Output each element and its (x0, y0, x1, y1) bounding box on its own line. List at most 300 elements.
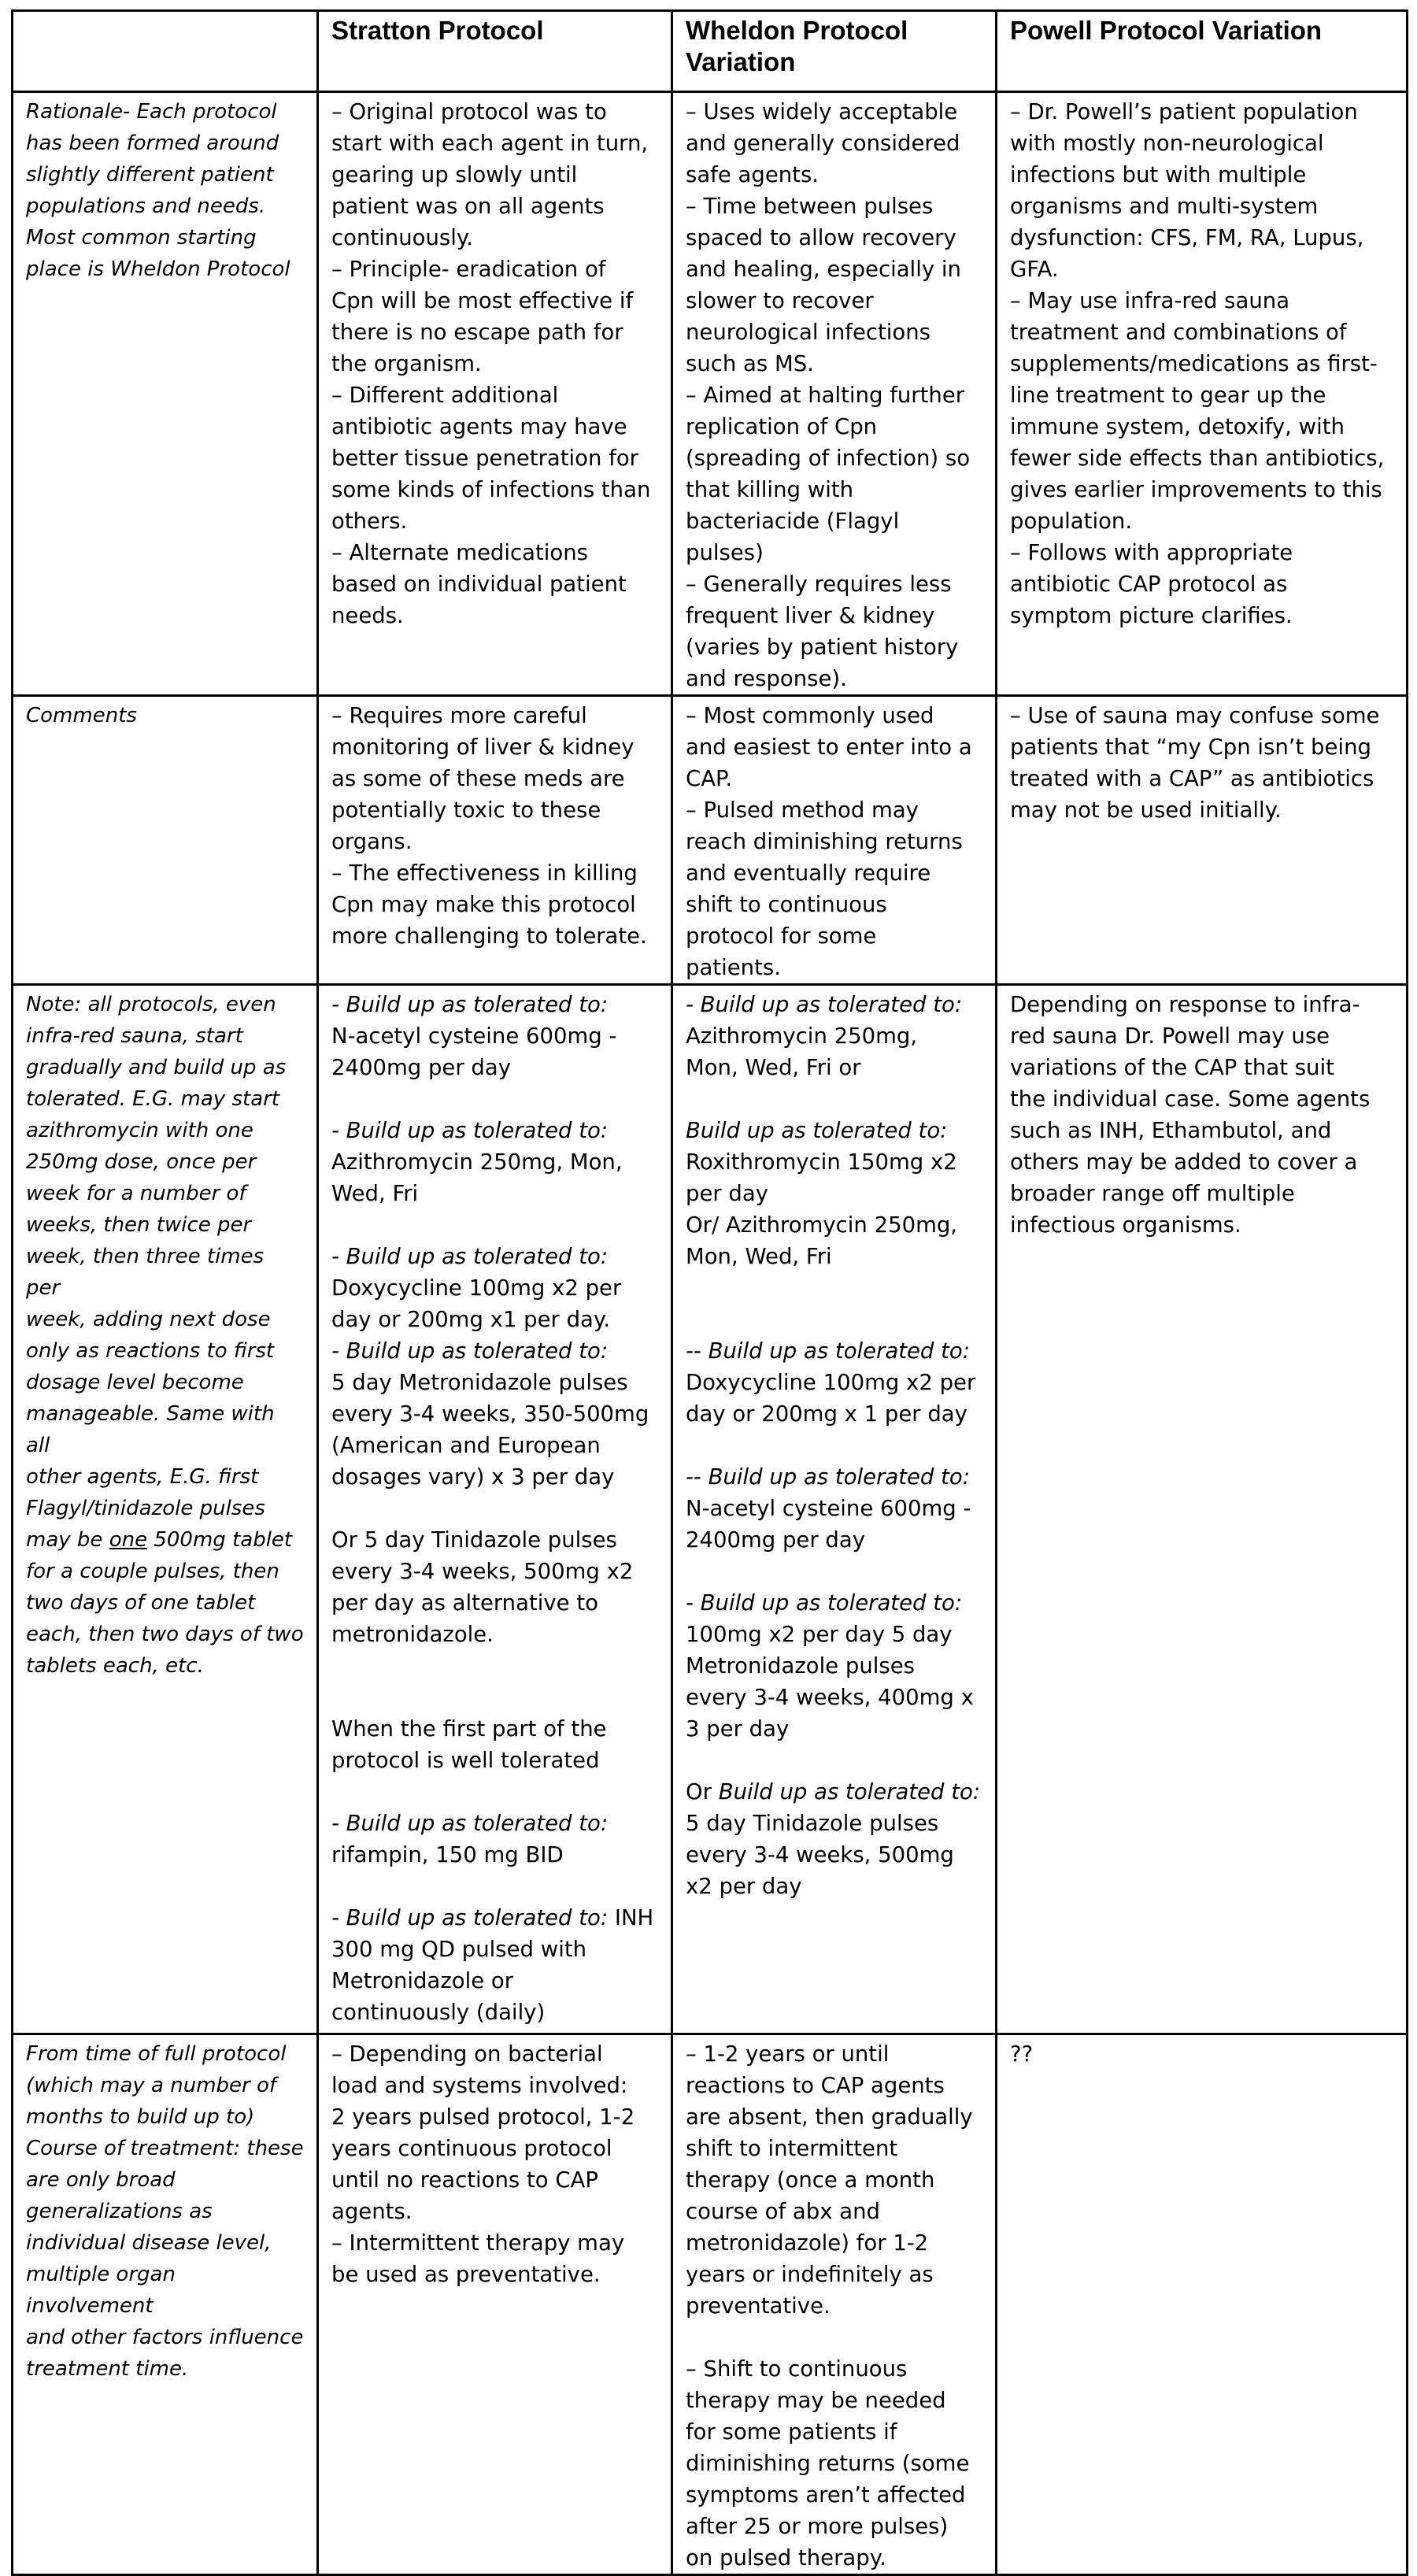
text-segment: Depending on response to infra- (1010, 992, 1360, 1017)
text-segment: variations of the CAP that suit (1010, 1055, 1334, 1080)
text-segment: years or indefinitely as (686, 2262, 934, 2287)
course-wheldon-cell (672, 2034, 997, 2575)
text-segment: 100mg x2 per day 5 day (686, 1622, 953, 1647)
text-line (331, 442, 658, 474)
text-line (686, 631, 982, 663)
text-line (686, 1839, 982, 1871)
text-line (1010, 96, 1393, 128)
text-segment: – Follows with appropriate (1010, 540, 1293, 565)
text-segment: – Generally requires less (686, 572, 952, 597)
text-segment: Doxycycline 100mg x2 per (686, 1370, 976, 1395)
blank-line (331, 1083, 658, 1115)
text-segment: – Dr. Powell’s patient population (1010, 99, 1358, 124)
text-segment: frequent liver & kidney (686, 603, 935, 628)
text-segment: – Use of sauna may confuse some (1010, 703, 1380, 728)
text-line (26, 1178, 304, 1209)
text-line (26, 128, 304, 159)
text-segment: such as INH, Ethambutol, and (1010, 1118, 1332, 1143)
text-segment: every 3-4 weeks, 500mg (686, 1842, 954, 1867)
text-line (331, 1745, 658, 1776)
text-segment: and eventually require (686, 861, 931, 886)
text-line (331, 222, 658, 254)
text-segment: Or 5 day Tinidazole pulses (331, 1527, 617, 1553)
text-line (331, 285, 658, 316)
text-line (331, 2070, 658, 2101)
course-powell-cell (997, 2034, 1408, 2575)
text-line (331, 794, 658, 826)
italic-instruction: -- Build up as tolerated to: (686, 1464, 971, 1490)
text-segment: (varies by patient history (686, 635, 959, 660)
text-segment: 5 day Metronidazole pulses (331, 1370, 628, 1395)
text-segment: – Pulsed method may (686, 798, 919, 823)
text-line (686, 128, 982, 159)
text-line (331, 1115, 658, 1146)
text-segment: there is no escape path for (331, 320, 623, 345)
text-segment: slightly different patient (26, 163, 274, 187)
text-line (686, 348, 982, 379)
text-line (1010, 159, 1393, 191)
text-line (686, 159, 982, 191)
text-segment: (spreading of infection) so (686, 446, 971, 471)
text-segment: protocol is well tolerated (331, 1748, 600, 1773)
text-segment: Cpn will be most effective if (331, 288, 634, 313)
text-segment: – Requires more careful (331, 703, 587, 728)
text-segment: line treatment to gear up the (1010, 383, 1326, 408)
dosing-stratton-cell (318, 985, 672, 2034)
text-line (331, 2038, 658, 2070)
text-line (331, 128, 658, 159)
text-line (331, 1997, 658, 2028)
text-segment: Cpn may make this protocol (331, 892, 636, 917)
text-segment: organisms and multi-system (1010, 194, 1319, 219)
text-line (331, 1367, 658, 1398)
text-line (686, 2353, 982, 2385)
text-line (1010, 1146, 1393, 1178)
text-line (1010, 537, 1393, 568)
text-segment: may not be used initially. (1010, 798, 1282, 823)
text-segment: every 3-4 weeks, 400mg x (686, 1685, 974, 1710)
blank-line (331, 1493, 658, 1524)
text-line (686, 2448, 982, 2479)
text-line (686, 2511, 982, 2542)
text-segment: diminishing returns (some (686, 2451, 970, 2476)
text-segment: Azithromycin 250mg, Mon, (331, 1149, 623, 1175)
text-line (26, 1304, 304, 1335)
text-line (26, 1020, 304, 1052)
text-segment: – Intermittent therapy may (331, 2230, 625, 2256)
text-line (331, 1524, 658, 1556)
blank-line (686, 1304, 982, 1335)
text-line (331, 1965, 658, 1997)
italic-instruction: - Build up as tolerated to: (331, 1905, 609, 1930)
text-line (26, 2196, 304, 2227)
text-line (1010, 794, 1393, 826)
text-segment: Flagyl/tinidazole pulses (26, 1497, 265, 1520)
text-line (686, 826, 982, 857)
text-segment: has been formed around (26, 131, 279, 155)
text-segment: reach diminishing returns (686, 829, 963, 854)
text-line (331, 1808, 658, 1839)
text-segment: red sauna Dr. Powell may use (1010, 1023, 1330, 1049)
text-line (331, 379, 658, 411)
rationale-wheldon-cell (672, 92, 997, 696)
text-line (686, 1052, 982, 1083)
text-segment: bacteriacide (Flagyl pulses) (686, 509, 900, 565)
text-segment: be used as preventative. (331, 2262, 601, 2287)
text-line (331, 1052, 658, 1083)
text-segment: Doxycycline 100mg x2 per (331, 1275, 622, 1301)
text-line (686, 411, 982, 442)
dosing-label-cell (13, 985, 318, 2034)
text-line (686, 2164, 982, 2196)
text-line (331, 1902, 658, 1934)
text-line (1010, 474, 1393, 505)
text-line (1010, 222, 1393, 254)
blank-line (331, 1776, 658, 1808)
text-line (686, 1808, 982, 1839)
text-segment: From time of full protocol (26, 2042, 287, 2066)
text-line (1010, 1083, 1393, 1115)
text-line (331, 763, 658, 794)
text-segment: for some patients if (686, 2419, 897, 2445)
text-line (331, 316, 658, 348)
text-line (686, 920, 982, 952)
text-segment: agents. (331, 2199, 413, 2224)
text-segment: – 1-2 years or until (686, 2041, 890, 2067)
text-line (26, 1052, 304, 1083)
text-segment: others may be added to cover a (1010, 1149, 1358, 1175)
text-line (686, 191, 982, 222)
header-stratton-protocol: Stratton Protocol (318, 11, 672, 92)
course-stratton-cell (318, 2034, 672, 2575)
text-segment: load and systems involved: (331, 2073, 628, 2098)
text-line (686, 2542, 982, 2574)
text-line (331, 1272, 658, 1304)
text-segment: (which may a number of (26, 2074, 277, 2097)
text-segment: x2 per day (686, 1874, 802, 1899)
text-segment: organs. (331, 829, 413, 854)
text-line (1010, 1209, 1393, 1241)
text-line (1010, 1052, 1393, 1083)
text-segment: treatment and combinations of (1010, 320, 1347, 345)
text-segment: 2400mg per day (686, 1527, 865, 1553)
text-segment: manageable. Same with all (26, 1402, 275, 1457)
text-segment: the organism. (331, 351, 482, 376)
text-segment: dosages vary) x 3 per day (331, 1464, 615, 1490)
rationale-row (13, 92, 1408, 696)
text-line (331, 537, 658, 568)
text-line (686, 1335, 982, 1367)
text-segment: are absent, then gradually (686, 2104, 973, 2130)
text-segment: tolerated. E.G. may start (26, 1087, 280, 1111)
text-line (1010, 1020, 1393, 1052)
text-segment: N-acetyl cysteine 600mg - (686, 1496, 971, 1521)
text-line (686, 2101, 982, 2133)
text-segment: gives earlier improvements to this (1010, 477, 1382, 502)
text-line (26, 96, 304, 128)
text-segment: per day as alternative to (331, 1590, 598, 1616)
text-line (331, 857, 658, 889)
text-segment: years continuous protocol (331, 2136, 612, 2161)
text-line (26, 2322, 304, 2353)
blank-line (331, 1682, 658, 1713)
course-label-cell (13, 2034, 318, 2575)
text-segment: 3 per day (686, 1716, 790, 1741)
text-segment: that killing with (686, 477, 854, 502)
text-segment: patients. (686, 955, 781, 980)
text-line (331, 348, 658, 379)
text-line (1010, 1115, 1393, 1146)
text-segment: (American and European (331, 1433, 601, 1458)
text-segment: months to build up to) (26, 2105, 255, 2129)
text-line (26, 2353, 304, 2385)
text-line (331, 96, 658, 128)
text-line (686, 1524, 982, 1556)
text-line (1010, 600, 1393, 631)
text-segment: infections but with multiple (1010, 162, 1307, 187)
text-segment: more challenging to tolerate. (331, 923, 647, 949)
text-line (331, 1713, 658, 1745)
text-line (1010, 316, 1393, 348)
header-blank (13, 11, 318, 92)
text-segment: other agents, E.G. first (26, 1465, 259, 1489)
text-line (686, 731, 982, 763)
text-line (686, 1020, 982, 1052)
text-line (1010, 254, 1393, 285)
text-line (686, 316, 982, 348)
text-line (686, 889, 982, 920)
text-line (686, 1587, 982, 1619)
header-wheldon-protocol: Wheldon Protocol Variation (672, 11, 997, 92)
text-segment: azithromycin with one (26, 1119, 253, 1142)
text-segment: GFA. (1010, 257, 1059, 282)
text-segment: antibiotic agents may have (331, 414, 627, 439)
blank-line (686, 1083, 982, 1115)
text-line (26, 159, 304, 191)
text-segment: based on individual patient (331, 572, 627, 597)
text-line (686, 2259, 982, 2290)
text-line (26, 1083, 304, 1115)
text-line (686, 1367, 982, 1398)
text-segment: two days of one tablet (26, 1591, 256, 1615)
text-segment: – Alternate medications (331, 540, 588, 565)
comments-row (13, 696, 1408, 985)
text-segment: and other factors influence (26, 2326, 304, 2349)
text-segment: course of abx and (686, 2199, 880, 2224)
text-line (686, 1398, 982, 1430)
text-segment: 300 mg QD pulsed with (331, 1937, 587, 1962)
text-line (1010, 411, 1393, 442)
text-line (686, 952, 982, 983)
text-segment: – Original protocol was to (331, 99, 607, 124)
text-segment: the individual case. Some agents (1010, 1086, 1371, 1112)
text-segment: spaced to allow recovery (686, 225, 956, 250)
text-line (686, 2070, 982, 2101)
text-segment: and easiest to enter into a (686, 735, 972, 760)
text-line (686, 1241, 982, 1272)
comments-wheldon-cell (672, 696, 997, 985)
text-segment: only as reactions to first (26, 1339, 275, 1363)
text-line (331, 1020, 658, 1052)
text-line (686, 600, 982, 631)
text-line (1010, 989, 1393, 1020)
text-segment: symptoms aren’t affected (686, 2482, 966, 2508)
text-line (331, 1398, 658, 1430)
text-segment: Metronidazole or (331, 1968, 514, 1993)
text-segment: immune system, detoxify, with (1010, 414, 1345, 439)
text-line (686, 1178, 982, 1209)
text-line (331, 159, 658, 191)
text-segment: – Different additional (331, 383, 559, 408)
text-segment: and healing, especially in (686, 257, 961, 282)
text-segment: continuously. (331, 225, 473, 250)
blank-line (331, 1871, 658, 1902)
text-line (331, 1934, 658, 1965)
text-line (686, 663, 982, 694)
text-segment: until no reactions to CAP (331, 2167, 598, 2193)
text-line (331, 1241, 658, 1272)
text-segment: such as MS. (686, 351, 814, 376)
text-segment: gearing up slowly until (331, 162, 578, 187)
text-segment: for a couple pulses, then (26, 1560, 279, 1583)
text-segment: 500mg tablet (147, 1528, 293, 1552)
comments-label-cell (13, 696, 318, 985)
text-segment: every 3-4 weeks, 350-500mg (331, 1401, 649, 1427)
text-line (331, 1146, 658, 1178)
text-segment: every 3-4 weeks, 500mg x2 (331, 1559, 634, 1584)
text-segment: may be (26, 1528, 109, 1552)
text-line (686, 505, 982, 568)
text-segment: Note: all protocols, even (26, 993, 276, 1016)
text-segment: shift to continuous (686, 892, 887, 917)
text-line (331, 1304, 658, 1335)
text-line (26, 2259, 304, 2322)
text-line (26, 700, 304, 731)
text-line (26, 2101, 304, 2133)
italic-instruction: Build up as tolerated to: (718, 1779, 981, 1804)
text-segment: slower to recover (686, 288, 874, 313)
text-line (331, 1178, 658, 1209)
dosing-row (13, 985, 1408, 2034)
header-powell-protocol: Powell Protocol Variation (997, 11, 1408, 92)
text-line (331, 254, 658, 285)
italic-instruction: - Build up as tolerated to: (686, 1590, 963, 1616)
text-segment: – Principle- eradication of (331, 257, 606, 282)
text-segment: and generally considered (686, 131, 960, 156)
text-segment: – Shift to continuous (686, 2356, 908, 2382)
italic-instruction: - Build up as tolerated to: (686, 992, 963, 1017)
text-segment: patient was on all agents (331, 194, 605, 219)
text-line (686, 1650, 982, 1682)
blank-line (686, 1745, 982, 1776)
text-segment: gradually and build up as (26, 1056, 287, 1079)
text-segment: supplements/medications as first- (1010, 351, 1378, 376)
text-segment: continuously (daily) (331, 2000, 546, 2025)
text-segment: with mostly non-neurological (1010, 131, 1324, 156)
text-segment: and response). (686, 666, 847, 691)
text-segment: some kinds of infections than (331, 477, 651, 502)
text-line (686, 254, 982, 285)
text-line (686, 794, 982, 826)
text-line (686, 2416, 982, 2448)
text-segment: Comments (26, 704, 137, 727)
text-segment: Rationale- Each protocol (26, 100, 277, 124)
comments-powell-cell (997, 696, 1408, 985)
text-segment: symptom picture clarifies. (1010, 603, 1293, 628)
text-segment: on pulsed therapy. (686, 2545, 886, 2570)
text-line (331, 989, 658, 1020)
text-line (331, 1556, 658, 1587)
text-segment: week for a number of (26, 1182, 246, 1205)
text-line (26, 2070, 304, 2101)
text-line (26, 2227, 304, 2259)
comments-stratton-cell (318, 696, 672, 985)
text-line (686, 1115, 982, 1146)
text-line (331, 1430, 658, 1461)
text-line (686, 2227, 982, 2259)
text-line (331, 889, 658, 920)
text-line (26, 1587, 304, 1619)
text-segment: ?? (1010, 2041, 1034, 2067)
text-segment: start with each agent in turn, (331, 131, 649, 156)
text-line (1010, 191, 1393, 222)
text-segment: 250mg dose, once per (26, 1150, 257, 1174)
text-segment: safe agents. (686, 162, 819, 187)
text-line (686, 474, 982, 505)
blank-line (686, 1430, 982, 1461)
dosing-powell-cell (997, 985, 1408, 2034)
header-row (13, 11, 1408, 92)
text-line (26, 1335, 304, 1367)
blank-line (686, 1272, 982, 1304)
text-line (686, 96, 982, 128)
text-line (686, 379, 982, 411)
text-line (686, 989, 982, 1020)
text-segment: generalizations as (26, 2200, 213, 2223)
text-segment: neurological infections (686, 320, 931, 345)
text-segment: infra-red sauna, start (26, 1024, 243, 1048)
text-segment: N-acetyl cysteine 600mg - (331, 1023, 617, 1049)
text-line (686, 1776, 982, 1808)
text-line (26, 1524, 304, 1556)
text-line (331, 2196, 658, 2227)
text-line (331, 568, 658, 600)
text-line (686, 1682, 982, 1713)
text-segment: patients that “my Cpn isn’t being (1010, 735, 1371, 760)
text-segment: better tissue penetration for (331, 446, 638, 471)
text-segment: broader range off multiple (1010, 1181, 1295, 1206)
blank-line (331, 1650, 658, 1682)
text-segment: infectious organisms. (1010, 1212, 1241, 1238)
text-segment: weeks, then twice per (26, 1213, 252, 1237)
text-line (26, 1115, 304, 1146)
text-segment: protocol for some (686, 923, 877, 949)
text-segment: – Time between pulses (686, 194, 934, 219)
text-segment: tablets each, etc. (26, 1654, 204, 1678)
text-segment: Course of treatment: these (26, 2137, 304, 2160)
course-row (13, 2034, 1408, 2575)
text-line (331, 2259, 658, 2290)
text-line (26, 2038, 304, 2070)
text-line (26, 989, 304, 1020)
text-segment: – Uses widely acceptable (686, 99, 958, 124)
text-line (1010, 2038, 1393, 2070)
text-segment: metronidazole. (331, 1622, 494, 1647)
text-line (331, 700, 658, 731)
text-segment: populations and needs. (26, 194, 266, 218)
text-segment: potentially toxic to these (331, 798, 601, 823)
text-line (1010, 763, 1393, 794)
